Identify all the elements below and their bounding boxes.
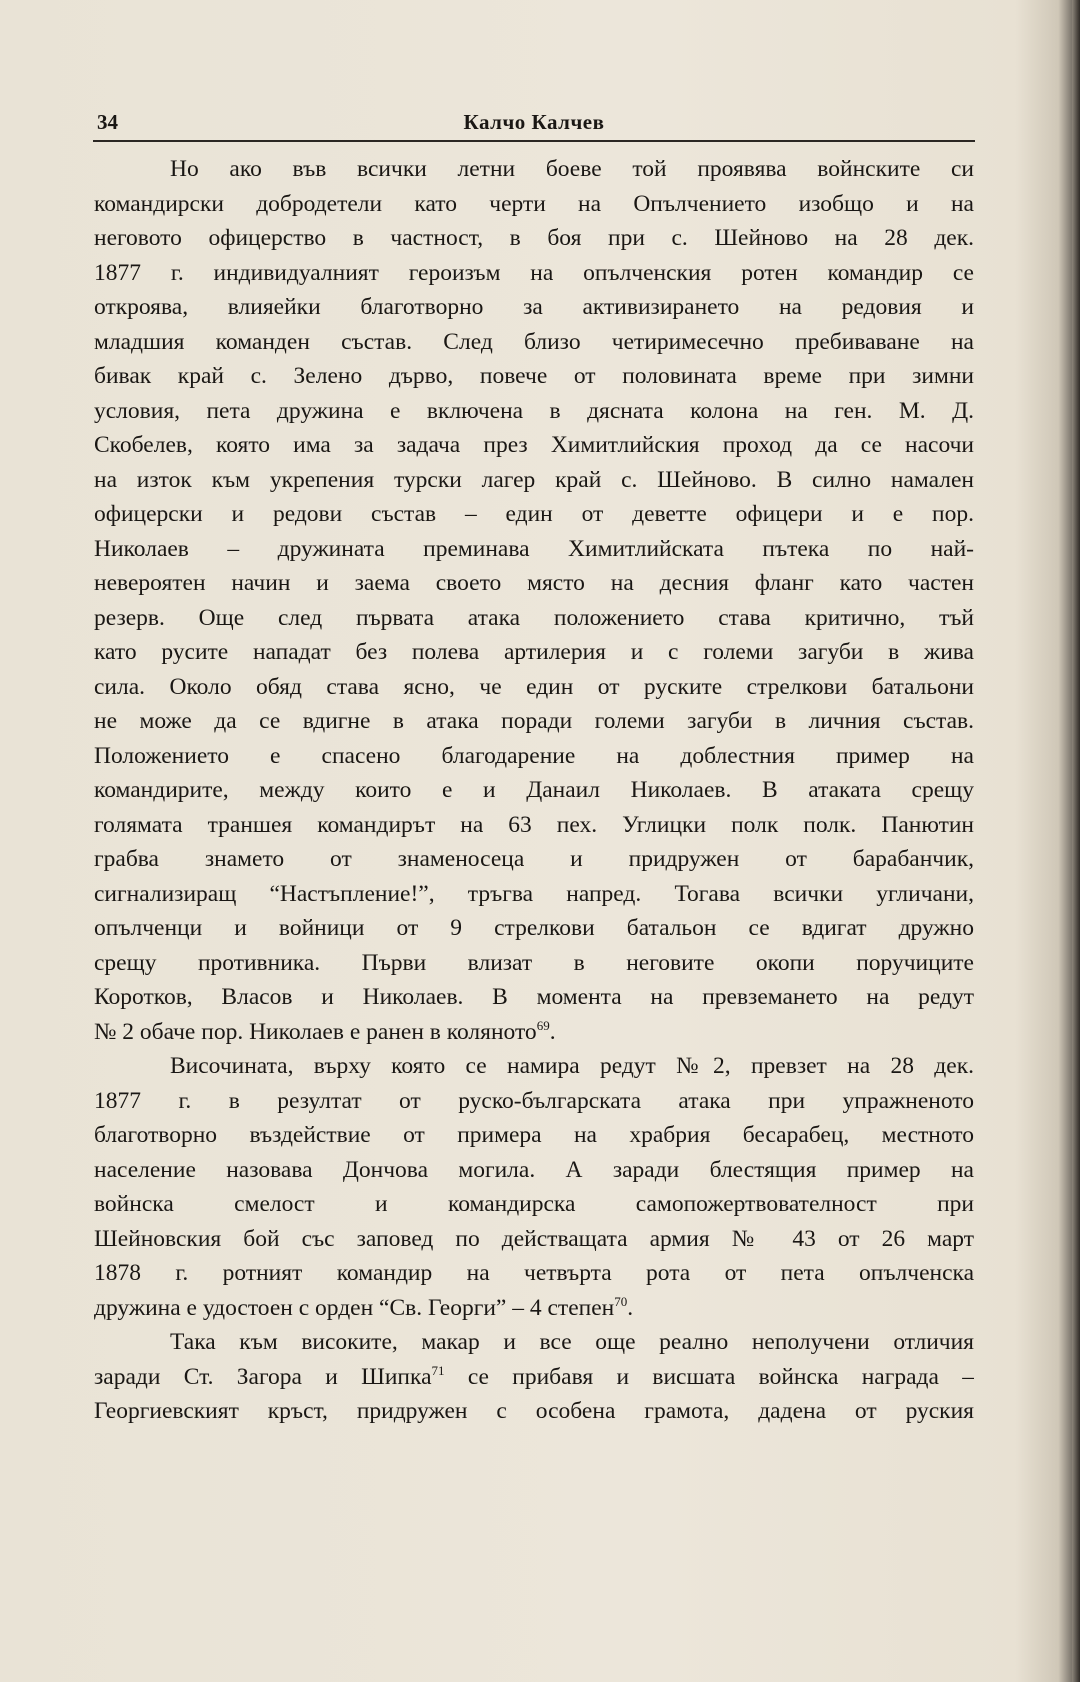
text-line: опълченци и войници от 9 стрелкови батальон се вдигат дружно: [94, 915, 974, 941]
text-line: командирски добродетели като черти на Опълчението изобщо и на: [94, 190, 974, 217]
text-line-content: № 2 обаче пор. Николаев е ранен в коляното: [94, 1018, 537, 1045]
text-line: Така към високите, макар и все още реално неполучени отличия: [170, 1329, 974, 1355]
page-edge-shadow: [1072, 0, 1080, 1682]
text-line: благотворно въздействие от примера на храбрия бесарабец, местното: [94, 1122, 974, 1148]
text-line: офицерски и редови състав – един от деветте офицери и е пор.: [94, 501, 974, 527]
text-line-with-footnote: [94, 1291, 974, 1326]
text-line-content: дружина е удостоен с орден “Св. Георги” – 4 степен: [94, 1294, 615, 1321]
footnote-ref: 71: [431, 1362, 445, 1378]
footnote-ref: 69: [536, 1017, 550, 1033]
text-line: Скобелев, която има за задача през Химитлийския проход да се насочи: [94, 432, 974, 458]
text-line: голямата траншея командирът на 63 пех. Углицки полк полк. Панютин: [94, 811, 974, 838]
running-title: Калчо Калчев: [463, 110, 605, 134]
text-line: Положението е спасено благодарение на доблестния пример на: [94, 742, 974, 769]
text-line: резерв. Още след първата атака положението става критично, тъй: [94, 604, 974, 631]
text-line: 1877 г. индивидуалният героизъм на опълченския ротен командир се: [94, 259, 974, 286]
page-header: [93, 104, 975, 138]
text-line: 1878 г. ротният командир на четвърта рота от пета опълченска: [94, 1260, 974, 1286]
text-line: войнска смелост и командирска самопожертвователност при: [94, 1191, 974, 1217]
text-line: Георгиевският кръст, придружен с особена грамота, дадена от руския: [94, 1398, 974, 1424]
text-line: младшия команден състав. След близо четиримесечно пребиваване на: [94, 328, 974, 355]
page-number: 34: [97, 110, 118, 134]
text-line: откроява, влияейки благотворно за активизирането на редовия и: [94, 294, 974, 320]
text-line: неговото офицерство в частност, в боя при с. Шейново на 28 дек.: [94, 225, 974, 251]
text-line: срещу противника. Първи влизат в неговите окопи поручиците: [94, 949, 974, 976]
text-line: Шейновския бой със заповед по действащата армия № 43 от 26 март: [94, 1225, 974, 1252]
text-line: Николаев – дружината преминава Химитлийската пътека по най-: [94, 535, 974, 562]
text-line: условия, пета дружина е включена в дясната колона на ген. М. Д.: [94, 397, 974, 424]
header-rule: [93, 140, 975, 142]
text-line-content: заради Ст. Загора и Шипка: [94, 1363, 432, 1390]
text-line: невероятен начин и заема своето място на десния фланг като частен: [94, 570, 974, 596]
text-line-with-footnote: [94, 1360, 974, 1395]
text-line-with-footnote: [94, 1015, 974, 1050]
text-line: командирите, между които е и Данаил Николаев. В атаката срещу: [94, 777, 974, 803]
text-line: население назовава Дончова могила. А заради блестящия пример на: [94, 1156, 974, 1183]
text-line: Но ако във всички летни боеве той проявява войнските си: [170, 156, 974, 182]
text-line: на изток към укрепения турски лагер край с. Шейново. В силно намален: [94, 466, 974, 493]
text-line: не може да се вдигне в атака поради големи загуби в личния състав.: [94, 708, 974, 734]
text-line: 1877 г. в резултат от руско-българската атака при упражненото: [94, 1087, 974, 1114]
text-line: сигнализиращ “Настъпление!”, тръгва напред. Тогава всички угличани,: [94, 880, 974, 907]
text-line: бивак край с. Зелено дърво, повече от половината време при зимни: [94, 363, 974, 389]
sentence-end: .: [627, 1294, 634, 1321]
text-line: Коротков, Власов и Николаев. В момента на превземането на редут: [94, 984, 974, 1010]
sentence-end: .: [549, 1018, 556, 1045]
text-line-tail: се прибавя и висшата войнска награда –: [444, 1363, 974, 1390]
body-text: [94, 152, 974, 1429]
text-line: сила. Около обяд става ясно, че един от руските стрелкови батальони: [94, 673, 974, 700]
text-line: Височината, върху която се намира редут №2, превзет на 28 дек.: [170, 1053, 974, 1079]
text-line: грабва знамето от знаменосеца и придружен от барабанчик,: [94, 846, 974, 872]
footnote-ref: 70: [614, 1293, 628, 1309]
text-line: като русите нападат без полева артилерия и с големи загуби в жива: [94, 639, 974, 665]
